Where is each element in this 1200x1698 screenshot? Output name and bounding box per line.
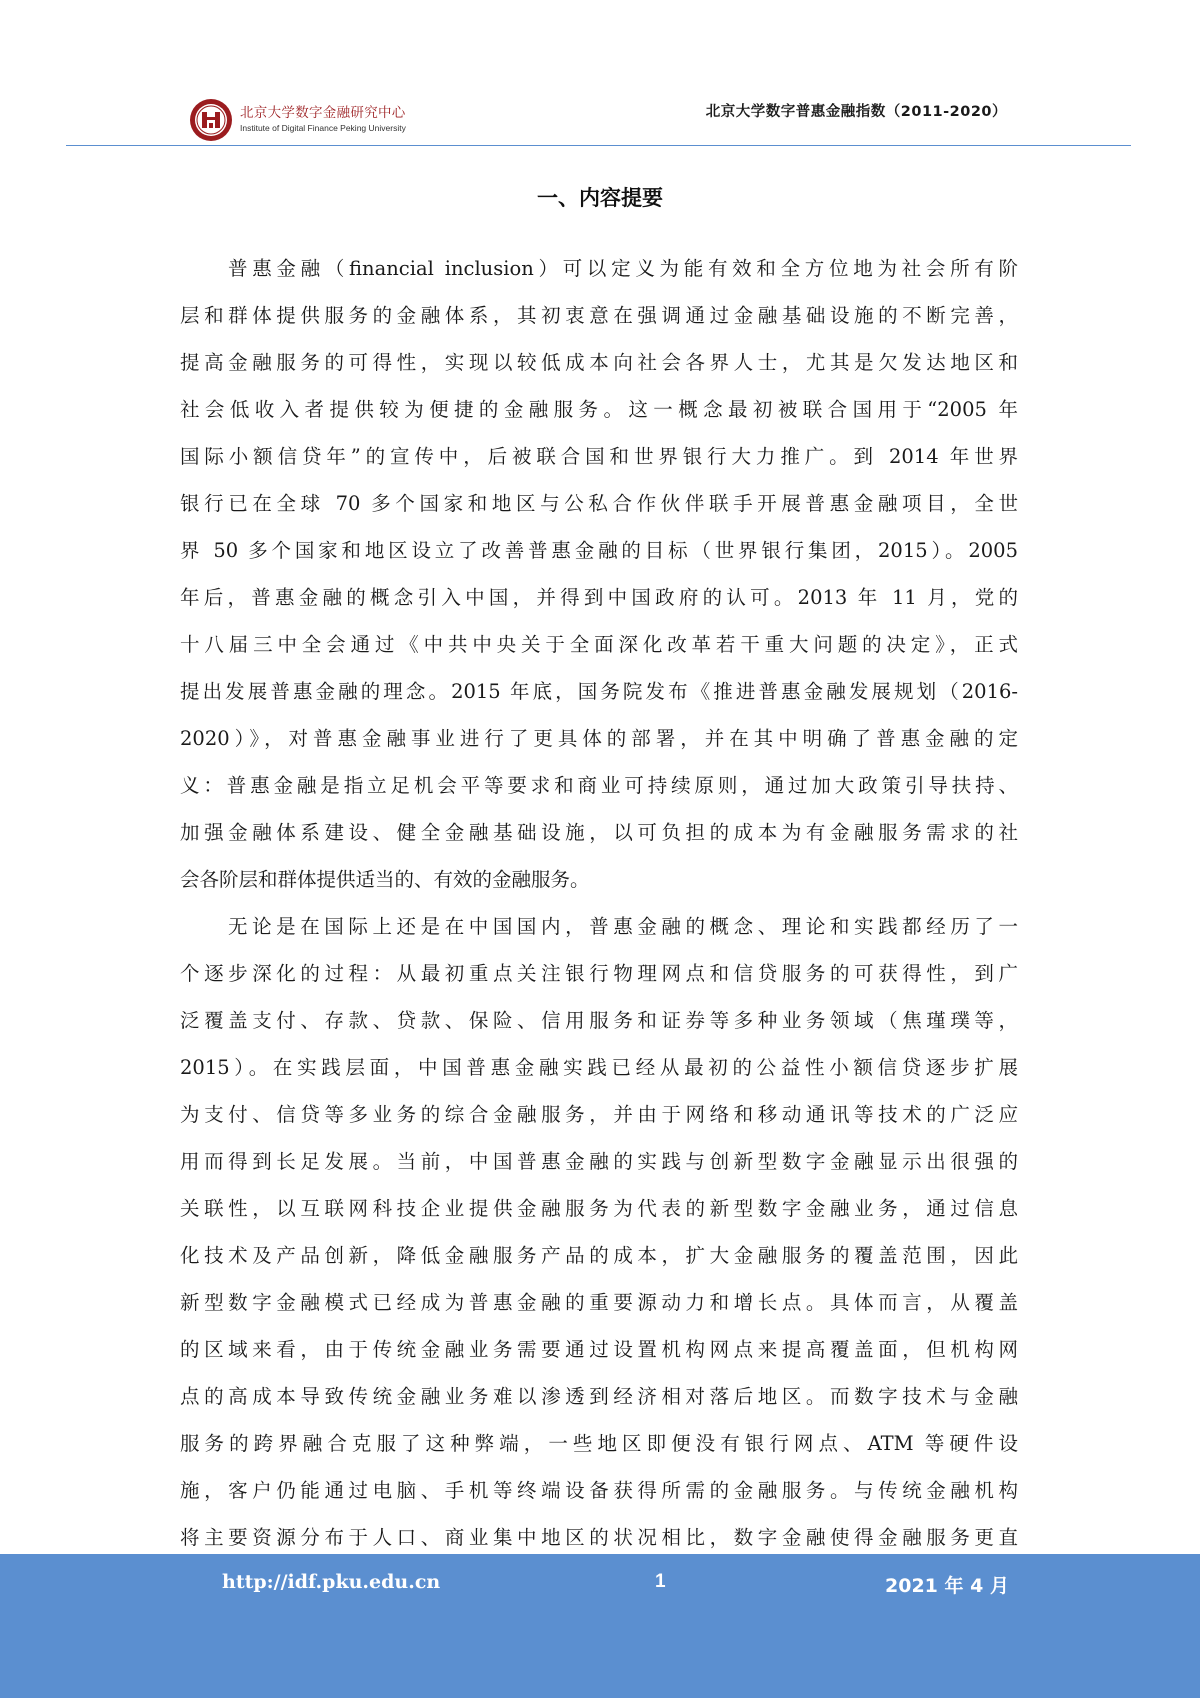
text-line: 银行已在全球 70 多个国家和地区与公私合作伙伴联手开展普惠金融项目，全世 (180, 492, 1018, 515)
text-line: 的区域来看，由于传统金融业务需要通过设置机构网点来提高覆盖面，但机构网 (180, 1338, 1018, 1361)
text-line: 服务的跨界融合克服了这种弊端，一些地区即便没有银行网点、ATM 等硬件设 (180, 1432, 1018, 1455)
text-line: 会各阶层和群体提供适当的、有效的金融服务。 (180, 868, 590, 891)
text-line: 普惠金融（financial inclusion）可以定义为能有效和全方位地为社会所有阶 (228, 257, 1018, 280)
page-header (0, 0, 1200, 150)
text-line: 层和群体提供服务的金融体系，其初衷意在强调通过金融基础设施的不断完善， (180, 304, 1018, 327)
text-line: 将主要资源分布于人口、商业集中地区的状况相比，数字金融使得金融服务更直 (180, 1526, 1018, 1549)
page-footer (0, 1554, 1200, 1698)
text-line: 十八届三中全会通过《中共中央关于全面深化改革若干重大问题的决定》，正式 (180, 633, 1018, 656)
text-line: 年后，普惠金融的概念引入中国，并得到中国政府的认可。2013 年 11 月，党的 (180, 586, 1018, 609)
text-line: 用而得到长足发展。当前，中国普惠金融的实践与创新型数字金融显示出很强的 (180, 1150, 1018, 1173)
institute-logo (188, 97, 406, 143)
footer-url-link[interactable]: http://idf.pku.edu.cn (222, 1571, 441, 1593)
text-line: 个逐步深化的过程：从最初重点关注银行物理网点和信贷服务的可获得性，到广 (180, 962, 1018, 985)
paragraph-definition (180, 245, 1018, 903)
text-line: 社会低收入者提供较为便捷的金融服务。这一概念最初被联合国用于“2005 年 (180, 398, 1018, 421)
text-line: 施，客户仍能通过电脑、手机等终端设备获得所需的金融服务。与传统金融机构 (180, 1479, 1018, 1502)
pku-seal-icon (188, 97, 234, 143)
text-line: 提高金融服务的可得性，实现以较低成本向社会各界人士，尤其是欠发达地区和 (180, 351, 1018, 374)
paragraph-evolution (180, 903, 1018, 1561)
institute-name-cn: 北京大学数字金融研究中心 (240, 105, 406, 122)
header-divider (66, 145, 1131, 146)
text-line: 2015）。在实践层面，中国普惠金融实践已经从最初的公益性小额信贷逐步扩展 (180, 1056, 1018, 1079)
text-line: 界 50 多个国家和地区设立了改善普惠金融的目标（世界银行集团，2015）。2005 (180, 539, 1018, 562)
text-line: 加强金融体系建设、健全金融基础设施，以可负担的成本为有金融服务需求的社 (180, 821, 1018, 844)
text-line: 2020）》，对普惠金融事业进行了更具体的部署，并在其中明确了普惠金融的定 (180, 727, 1018, 750)
text-line: 义：普惠金融是指立足机会平等要求和商业可持续原则，通过加大政策引导扶持、 (180, 774, 1018, 797)
text-line: 关联性，以互联网科技企业提供金融服务为代表的新型数字金融业务，通过信息 (180, 1197, 1018, 1220)
document-body (180, 245, 1018, 1561)
report-title: 北京大学数字普惠金融指数（2011-2020） (705, 104, 1007, 120)
text-line: 提出发展普惠金融的理念。2015 年底，国务院发布《推进普惠金融发展规划（2016- (180, 680, 1018, 703)
publication-date: 2021 年 4 月 (885, 1575, 1009, 1597)
text-line: 化技术及产品创新，降低金融服务产品的成本，扩大金融服务的覆盖范围，因此 (180, 1244, 1018, 1267)
text-line: 无论是在国际上还是在中国国内，普惠金融的概念、理论和实践都经历了一 (228, 915, 1018, 938)
text-line: 为支付、信贷等多业务的综合金融服务，并由于网络和移动通讯等技术的广泛应 (180, 1103, 1018, 1126)
text-line: 点的高成本导致传统金融业务难以渗透到经济相对落后地区。而数字技术与金融 (180, 1385, 1018, 1408)
page-number: 1 (655, 1571, 666, 1592)
text-line: 新型数字金融模式已经成为普惠金融的重要源动力和增长点。具体而言，从覆盖 (180, 1291, 1018, 1314)
section-heading: 一、内容提要 (537, 186, 663, 210)
text-line: 泛覆盖支付、存款、贷款、保险、信用服务和证券等多种业务领域（焦瑾璞等， (180, 1009, 1018, 1032)
text-line: 国际小额信贷年”的宣传中，后被联合国和世界银行大力推广。到 2014 年世界 (180, 445, 1018, 468)
institute-name-en: Institute of Digital Finance Peking University (240, 123, 406, 134)
